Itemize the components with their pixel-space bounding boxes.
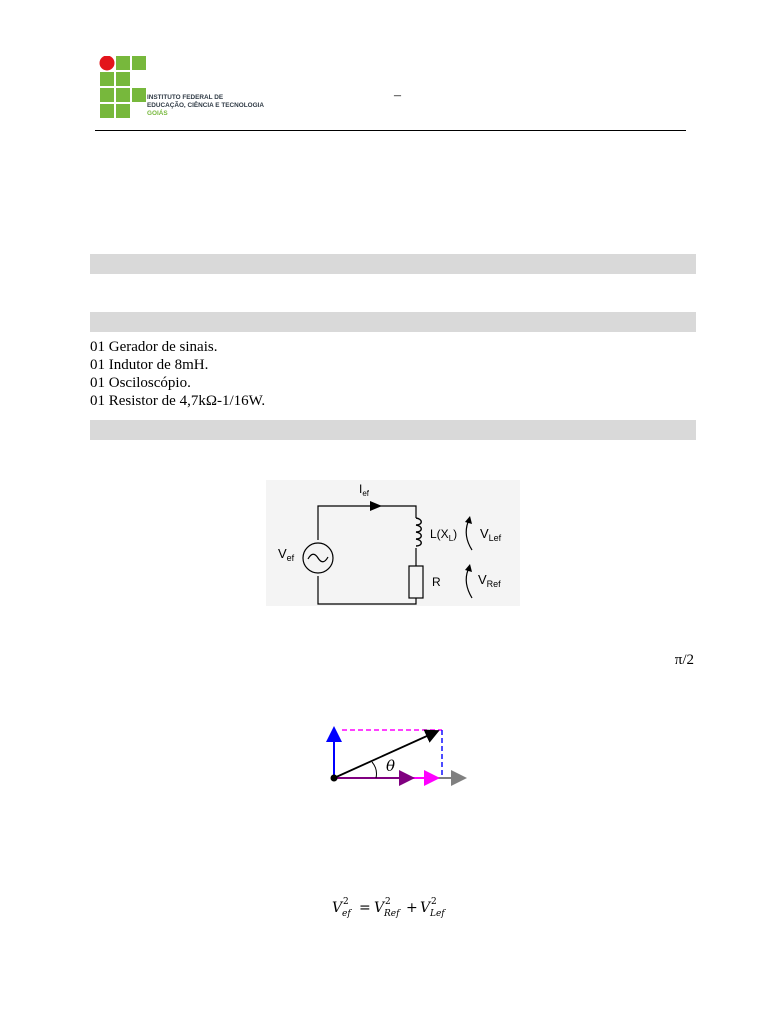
rl-circuit-diagram: [266, 480, 520, 606]
logo-line-2: EDUCAÇÃO, CIÊNCIA E TECNOLOGIA: [147, 102, 264, 109]
formula-lhs-base: V: [332, 900, 343, 916]
current-label: $I_{ef}$: [359, 482, 370, 498]
formula-l-sup: 2: [431, 897, 437, 907]
formula-lhs-sub: ef: [342, 909, 351, 919]
formula-svg: [300, 892, 470, 922]
phase-note: π/2: [674, 652, 694, 668]
formula-r-sub: Ref: [384, 909, 400, 919]
resistor-symbol: [409, 566, 423, 598]
vr-arrow-head: [465, 564, 472, 572]
logo-line-1: INSTITUTO FEDERAL DE: [147, 94, 224, 101]
materials-item: 01 Indutor de 8mH.: [90, 357, 209, 373]
vl-label: $V_{Lef}$: [480, 526, 502, 543]
vl-arrow-icon: [466, 522, 472, 550]
formula-r-sup: 2: [385, 897, 391, 907]
logo-text: [147, 94, 264, 118]
circuit-svg: [266, 480, 520, 606]
current-arrow: [370, 501, 382, 511]
phasor-svg: [320, 718, 470, 790]
source-label: $V_{ef}$: [278, 546, 295, 563]
angle-arc: [372, 762, 377, 778]
materials-item: 01 Resistor de 4,7kΩ-1/16W.: [90, 393, 266, 409]
formula-lhs-sup: 2: [343, 897, 349, 907]
voltage-formula: [300, 892, 470, 922]
wire-bottom: [318, 576, 416, 604]
inductor-label: $L(X_L)$: [430, 527, 458, 543]
vr-arrow-icon: [466, 570, 472, 598]
sine-wave-icon: [308, 554, 328, 562]
section-bar-3: [90, 420, 696, 440]
section-bar-2: [90, 312, 696, 332]
vr-label: $V_{Ref}$: [478, 572, 501, 589]
section-bar-1: [90, 254, 696, 274]
materials-item: 01 Gerador de sinais.: [90, 339, 218, 355]
formula-plus: +: [406, 900, 418, 916]
institute-logo: [98, 56, 268, 122]
header-rule: [95, 130, 686, 131]
formula-r-base: V: [374, 900, 385, 916]
formula-equals: =: [359, 900, 371, 916]
formula-l-base: V: [420, 900, 431, 916]
materials-item: 01 Osciloscópio.: [90, 375, 191, 391]
phasor-diagram: [320, 718, 470, 790]
resistor-label: R: [432, 575, 441, 589]
wire-top: [318, 506, 416, 540]
header-separator: –: [394, 88, 401, 103]
inductor-symbol: [416, 518, 421, 546]
vl-arrow-head: [465, 516, 472, 524]
formula-l-sub: Lef: [430, 909, 445, 919]
angle-label: θ: [386, 757, 396, 775]
origin-point: [331, 775, 338, 782]
materials-list: [90, 338, 265, 410]
logo-mark: [98, 56, 148, 118]
logo-line-3: GOIÁS: [147, 110, 168, 117]
